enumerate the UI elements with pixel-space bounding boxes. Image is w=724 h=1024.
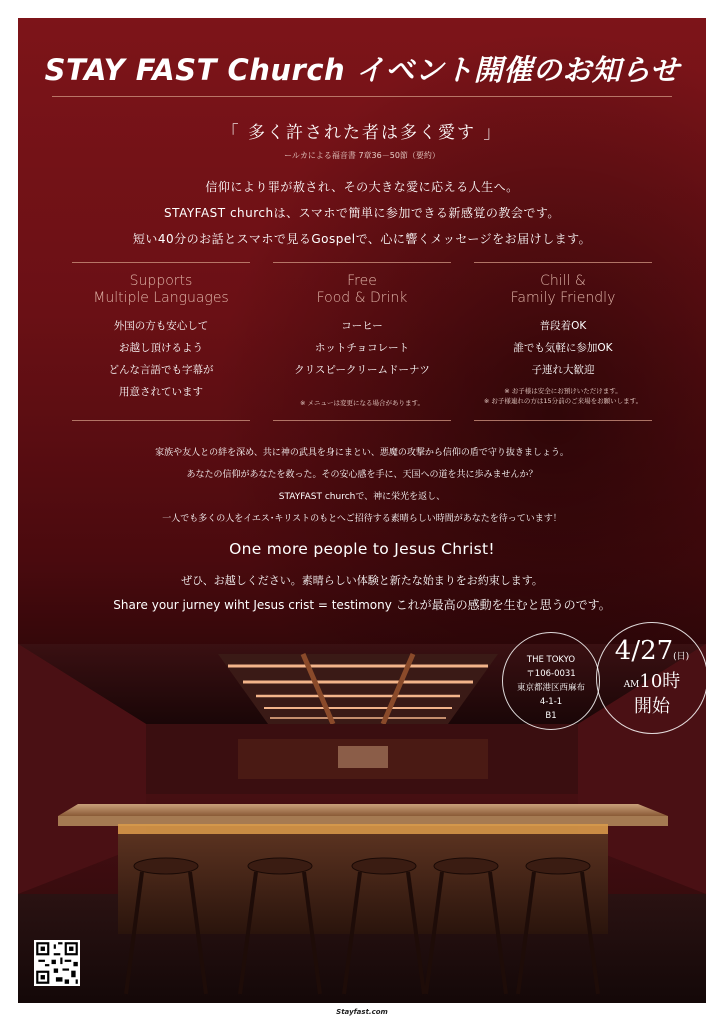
feature-note-line: ※ お子様連れの方は15分前のご来場をお願いします。 xyxy=(483,397,643,405)
event-ampm: AM xyxy=(623,680,640,690)
body-line: STAYFAST churchで、神に栄光を返し、 xyxy=(278,492,446,502)
intro-text xyxy=(18,174,706,252)
scripture-quote: 「 多く許された者は多く愛す 」 xyxy=(221,123,503,143)
tagline: One more people to Jesus Christ! xyxy=(229,540,495,558)
column-divider-bottom xyxy=(72,420,250,421)
feature-items xyxy=(474,315,652,381)
feature-food-drink xyxy=(273,262,451,407)
feature-heading xyxy=(474,273,652,307)
venue-postal: 〒106-0031 xyxy=(526,669,576,679)
event-weekday: (日) xyxy=(673,652,690,662)
feature-item: クリスピークリームドーナツ xyxy=(294,364,430,376)
poster xyxy=(18,18,706,1003)
venue-badge xyxy=(502,632,600,730)
poster-title: STAY FAST Church イベント開催のお知らせ xyxy=(44,53,680,87)
feature-family-friendly xyxy=(474,262,652,405)
column-divider-bottom xyxy=(273,420,451,421)
intro-line: STAYFAST churchは、スマホで簡単に参加できる新感覚の教会です。 xyxy=(164,206,560,220)
scripture-source: ールカによる福音書 7章36－50節（要約） xyxy=(284,151,440,160)
feature-heading-line: Free xyxy=(347,273,377,289)
venue-name: THE TOKYO xyxy=(526,655,576,665)
venue-floor: B1 xyxy=(545,711,557,721)
body-line: 一人でも多くの人をイエス･キリストのもとへご招待する素晴らしい時間があなたを待っています！ xyxy=(162,514,562,524)
feature-item: コーヒー xyxy=(341,320,383,332)
column-divider-top xyxy=(474,262,652,263)
footer-url[interactable]: Stayfast.com xyxy=(336,1008,388,1016)
feature-heading xyxy=(72,273,250,307)
feature-item: 子連れ大歓迎 xyxy=(531,364,595,376)
feature-note xyxy=(273,398,451,408)
column-divider-top xyxy=(273,262,451,263)
feature-heading-line: Chill & xyxy=(540,273,586,289)
intro-line: 短い40分のお話とスマホで見るGospelで、心に響くメッセージをお届けします。 xyxy=(132,232,592,246)
testimony-text: Share your jurney wiht Jesus crist = testimony これが最高の感動を生むと思うのです。 xyxy=(113,598,611,612)
feature-heading-line: Multiple Languages xyxy=(93,290,229,306)
event-start: 開始 xyxy=(634,696,670,717)
feature-languages xyxy=(72,262,250,403)
column-divider-top xyxy=(72,262,250,263)
feature-item: お越し頂けるよう xyxy=(119,342,203,354)
feature-heading-line: Family Friendly xyxy=(510,290,616,306)
event-date xyxy=(597,637,706,671)
feature-item: どんな言語でも字幕が xyxy=(108,364,214,376)
feature-note-line: ※ メニューは変更になる場合があります。 xyxy=(300,399,424,407)
feature-note xyxy=(474,386,652,406)
venue-address-number: 4-1-1 xyxy=(539,697,563,707)
feature-note-line: ※ お子様は安全にお預けいただけます。 xyxy=(504,387,622,395)
venue-address: 東京都港区西麻布 xyxy=(516,683,585,693)
body-line: あなたの信仰があなたを救った。その安心感を手に、天国への道を共に歩みませんか？ xyxy=(186,470,538,480)
date-badge xyxy=(596,622,706,734)
feature-item: 普段着OK xyxy=(539,320,587,332)
event-time xyxy=(597,671,706,696)
title-divider xyxy=(52,96,672,97)
feature-heading-line: Food & Drink xyxy=(316,290,408,306)
feature-item: 誰でも気軽に参加OK xyxy=(513,342,613,354)
feature-heading-line: Supports xyxy=(129,273,193,289)
event-day: 4/27 xyxy=(614,636,674,666)
feature-items xyxy=(273,315,451,381)
column-divider-bottom xyxy=(474,420,652,421)
event-hour: 10時 xyxy=(639,671,681,692)
body-line: 家族や友人との絆を深め、共に神の武具を身にまとい、悪魔の攻撃から信仰の盾で守り抜きましょう。 xyxy=(155,448,569,458)
intro-line: 信仰により罪が赦され、その大きな愛に応える人生へ。 xyxy=(205,180,519,194)
feature-heading xyxy=(273,273,451,307)
invitation-text: ぜひ、お越しください。素晴らしい体験と新たな始まりをお約束します。 xyxy=(181,574,543,587)
qr-code[interactable] xyxy=(34,940,80,986)
feature-item: ホットチョコレート xyxy=(314,342,410,354)
body-text xyxy=(18,442,706,530)
feature-items xyxy=(72,315,250,403)
feature-item: 外国の方も安心して xyxy=(113,320,209,332)
feature-item: 用意されています xyxy=(119,386,203,398)
